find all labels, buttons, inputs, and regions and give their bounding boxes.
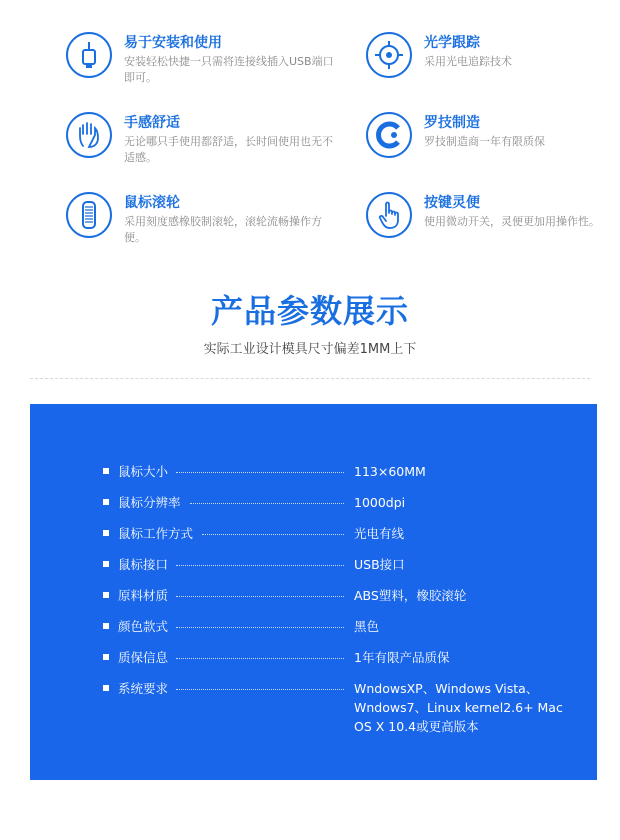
spec-value: WndowsXP、Windows Vista、Wndows7、Linux kernel2.6+ Mac OS X 10.4或更高版本 xyxy=(354,681,563,734)
bullet-icon xyxy=(103,561,109,567)
bullet-icon xyxy=(103,654,109,660)
spec-value: ABS塑料，橡胶滚轮 xyxy=(354,588,467,603)
spec-value: 光电有线 xyxy=(354,526,405,541)
feature-title: 按键灵便 xyxy=(424,195,480,211)
bullet-icon xyxy=(103,623,109,629)
spec-row-size xyxy=(30,462,597,482)
spec-label: 颜色款式 xyxy=(118,619,169,634)
params-subtitle: 实际工业设计模具尺寸偏差1MM上下 xyxy=(203,342,417,357)
feature-desc: 采用刻度感橡胶制滚轮，滚轮流畅操作方便。 xyxy=(124,215,322,244)
spec-row-interface xyxy=(30,555,597,575)
spec-row-material xyxy=(30,586,597,606)
spec-label: 鼠标接口 xyxy=(118,557,169,572)
feature-title: 罗技制造 xyxy=(424,115,480,131)
feature-desc: 安装轻松快捷一只需将连接线插入USB端口即可。 xyxy=(124,55,334,84)
params-title: 产品参数展示 xyxy=(210,292,409,330)
feature-easy-install xyxy=(66,32,336,102)
feature-optical xyxy=(366,32,620,102)
leader-dots xyxy=(176,689,344,690)
spec-label: 鼠标工作方式 xyxy=(118,526,194,541)
spec-label: 质保信息 xyxy=(118,650,169,665)
feature-logitech xyxy=(366,112,620,182)
feature-title: 手感舒适 xyxy=(124,115,180,131)
leader-dots xyxy=(176,658,344,659)
logitech-logo-icon xyxy=(366,112,412,158)
spec-row-mode xyxy=(30,524,597,544)
divider xyxy=(30,378,590,379)
feature-title: 易于安装和使用 xyxy=(124,35,222,51)
leader-dots xyxy=(202,534,344,535)
spec-value: 黑色 xyxy=(354,619,380,634)
spec-label: 原料材质 xyxy=(118,588,169,603)
leader-dots xyxy=(176,565,344,566)
feature-scroll-wheel xyxy=(66,192,336,262)
spec-row-color xyxy=(30,617,597,637)
optical-target-icon xyxy=(366,32,412,78)
spec-value: USB接口 xyxy=(354,557,405,572)
spec-label: 鼠标分辨率 xyxy=(118,495,181,510)
spec-value: 1年有限产品质保 xyxy=(354,650,450,665)
leader-dots xyxy=(176,472,344,473)
leader-dots xyxy=(176,596,344,597)
leader-dots xyxy=(190,503,344,504)
feature-buttons xyxy=(366,192,620,262)
spec-label: 系统要求 xyxy=(118,681,169,696)
spec-value: 113×60MM xyxy=(354,464,426,479)
feature-desc: 使用微动开关，灵便更加用操作性。 xyxy=(424,215,600,228)
bullet-icon xyxy=(103,468,109,474)
bullet-icon xyxy=(103,592,109,598)
leader-dots xyxy=(176,627,344,628)
spec-row-dpi xyxy=(30,493,597,513)
spec-panel xyxy=(30,404,597,780)
spec-value: 1000dpi xyxy=(354,495,406,510)
spec-row-system xyxy=(30,679,597,734)
feature-title: 光学跟踪 xyxy=(424,35,480,51)
feature-comfort xyxy=(66,112,336,182)
scroll-wheel-icon xyxy=(66,192,112,238)
feature-desc: 罗技制造商一年有限质保 xyxy=(424,135,545,148)
bullet-icon xyxy=(103,499,109,505)
finger-press-icon xyxy=(366,192,412,238)
feature-title: 鼠标滚轮 xyxy=(124,195,180,211)
feature-desc: 无论哪只手使用都舒适，长时间使用也无不适感。 xyxy=(124,135,333,164)
feature-desc: 采用光电追踪技术 xyxy=(424,55,512,68)
spec-label: 鼠标大小 xyxy=(118,464,169,479)
bullet-icon xyxy=(103,685,109,691)
features-section xyxy=(0,0,620,260)
hand-icon xyxy=(66,112,112,158)
params-header xyxy=(0,286,620,357)
usb-plug-icon xyxy=(66,32,112,78)
bullet-icon xyxy=(103,530,109,536)
spec-row-warranty xyxy=(30,648,597,668)
